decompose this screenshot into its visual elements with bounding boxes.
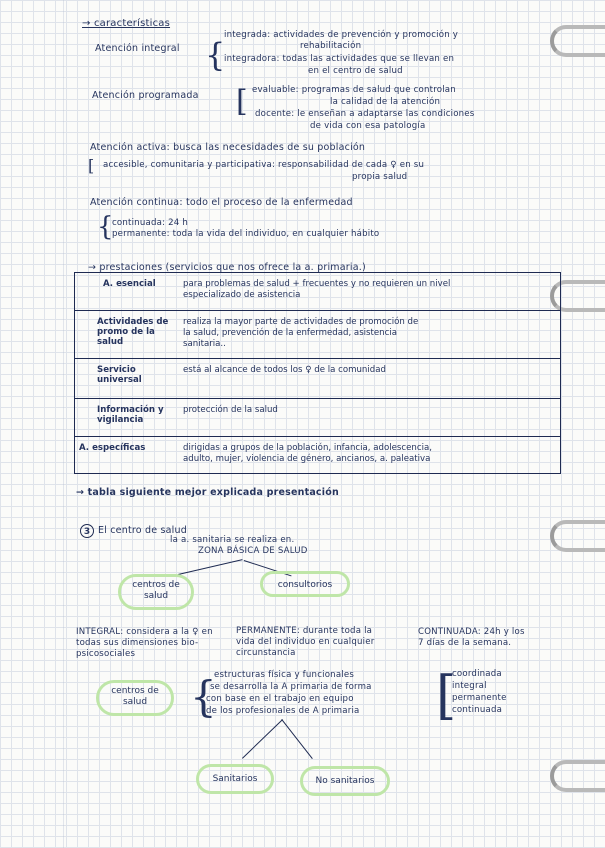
connector-line	[281, 719, 313, 759]
brace: {	[205, 36, 226, 74]
estructuras-line1: estructuras física y funcionales	[214, 670, 355, 680]
ac-line1: Atención continua: todo el proceso de la enfermedad	[90, 197, 353, 208]
row-label: A. específicas	[79, 443, 146, 453]
ai-line4: en el centro de salud	[308, 66, 403, 76]
row-desc: está al alcance de todos los ♀ de la comunidad	[183, 365, 386, 375]
cloud-sanitarios: Sanitarios	[196, 764, 274, 794]
binder-ring	[550, 520, 605, 552]
table-row	[75, 311, 560, 359]
row-desc: adulto, mujer, violencia de género, ancianos, a. paleativa	[183, 454, 431, 464]
brace: [	[236, 84, 248, 119]
prestaciones-table	[74, 272, 561, 474]
row-label: Actividades de promo de la salud	[97, 317, 169, 347]
binder-ring	[550, 25, 605, 57]
row-desc: para problemas de salud + frecuentes y no requieren un nivel	[183, 279, 451, 289]
cloud-no-sanitarios: No sanitarios	[300, 766, 390, 796]
list-item: coordinada	[452, 669, 502, 679]
ap-line2: la calidad de la atención	[330, 97, 441, 107]
ap-line4: de vida con esa patología	[310, 121, 426, 131]
margin-line	[63, 0, 64, 848]
connector-line	[178, 559, 243, 575]
list-item: continuada	[452, 705, 503, 715]
ap-line1: evaluable: programas de salud que controlan	[252, 85, 456, 95]
row-desc: la salud, prevención de la enfermedad, asistencia	[183, 328, 398, 338]
estructuras-line4: de los profesionales de A primaria	[206, 706, 360, 716]
binder-ring	[550, 760, 605, 792]
list-item: permanente	[452, 693, 507, 703]
heading-prestaciones: → prestaciones (servicios que nos ofrece la a. primaria.)	[88, 262, 366, 273]
brace: [	[88, 156, 95, 175]
ap-line3: docente: le enseñan a adaptarse las condiciones	[255, 109, 475, 119]
continuada-text: CONTINUADA: 24h y los 7 días de la semana.	[418, 627, 525, 648]
brace: {	[190, 672, 217, 721]
permanente-text: PERMANENTE: durante toda la vida del individuo en cualquier circunstancia	[236, 626, 375, 658]
row-desc: especializado de asistencia	[183, 290, 301, 300]
row-label: A. esencial	[103, 279, 156, 289]
ai-line3: integradora: todas las actividades que se llevan en	[224, 54, 455, 64]
footnote: → tabla siguiente mejor explicada presentación	[76, 487, 339, 498]
row-desc: dirigidas a grupos de la población, infancia, adolescencia,	[183, 443, 432, 453]
row-desc: protección de la salud	[183, 405, 278, 415]
section-number: 3	[80, 524, 94, 538]
heading-caracteristicas: → características	[82, 18, 171, 29]
ac-line3: permanente: toda la vida del individuo, en cualquier hábito	[112, 229, 380, 239]
ai-line1: integrada: actividades de prevención y promoción y	[224, 30, 459, 40]
row-desc: realiza la mayor parte de actividades de promoción de	[183, 317, 419, 327]
brace: {	[97, 212, 114, 242]
brace: [	[436, 666, 457, 726]
estructuras-line2: se desarrolla la A primaria de forma	[210, 682, 372, 692]
atencion-integral-label: Atención integral	[95, 43, 180, 54]
ac-line2: continuada: 24 h	[112, 218, 189, 228]
ai-line2: rehabilitación	[300, 41, 362, 51]
aa-line1: Atención activa: busca las necesidades de su población	[90, 142, 366, 153]
row-label: Información y vigilancia	[97, 405, 164, 425]
estructuras-line3: con base en el trabajo en equipo	[206, 694, 354, 704]
list-item: integral	[452, 681, 487, 691]
cloud-centros-salud: centros de salud	[118, 574, 194, 610]
cloud-consultorios: consultorios	[260, 571, 350, 597]
table-row	[75, 359, 560, 399]
atencion-programada-label: Atención programada	[92, 90, 199, 101]
cloud-centros-salud-2: centros de salud	[96, 680, 174, 716]
table-row	[75, 273, 560, 311]
centro-sub1: la a. sanitaria se realiza en.	[170, 535, 295, 545]
connector-line	[242, 719, 283, 759]
table-row	[75, 437, 560, 475]
aa-line3: propia salud	[352, 172, 408, 182]
row-label: Servicio universal	[97, 365, 142, 385]
table-row	[75, 399, 560, 437]
aa-line2: accesible, comunitaria y participativa: responsabilidad de cada ♀ en su	[103, 160, 425, 170]
centro-sub2: ZONA BÁSICA DE SALUD	[198, 546, 308, 556]
row-desc: sanitaria..	[183, 339, 226, 349]
integral-text: INTEGRAL: considera a la ♀ en todas sus dimensiones bio-psicosociales	[76, 627, 213, 659]
section-title: El centro de salud	[98, 525, 187, 536]
